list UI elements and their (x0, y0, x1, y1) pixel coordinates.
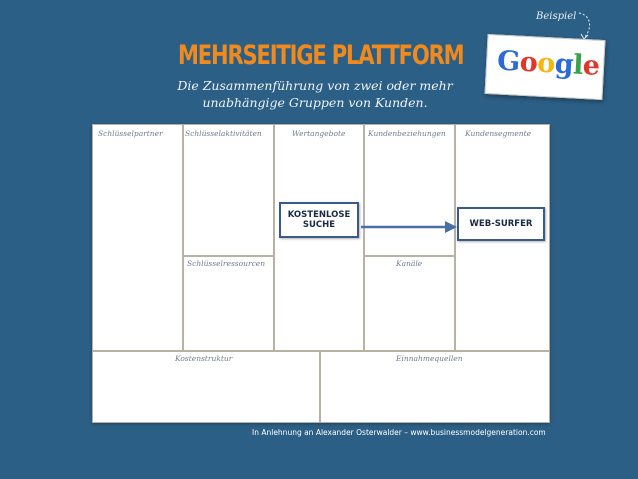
divider (363, 125, 365, 351)
section-label-value-propositions: Wertangebote (292, 129, 346, 138)
divider (319, 351, 321, 422)
flow-arrow (361, 217, 461, 237)
section-label-key-resources: Schlüsselressourcen (187, 259, 266, 268)
divider (182, 255, 275, 257)
logo-letter: e (582, 50, 601, 82)
note-free-search: KOSTENLOSE SUCHE (279, 202, 359, 238)
section-label-customer-segments: Kundensegmente (465, 129, 532, 138)
divider (363, 255, 456, 257)
logo-letter: g (553, 48, 574, 81)
note-web-surfer: WEB-SURFER (457, 207, 545, 241)
google-logo (485, 34, 606, 100)
section-label-revenue-streams: Einnahmequellen (396, 354, 463, 363)
logo-letter: o (536, 47, 556, 80)
logo-letter: G (496, 45, 521, 78)
section-label-channels: Kanäle (396, 259, 423, 268)
logo-letter: o (518, 46, 539, 79)
divider (93, 350, 549, 352)
divider (454, 125, 456, 351)
logo-letter: l (572, 49, 584, 81)
divider (182, 125, 184, 351)
page-title: MEHRSEITIGE PLATTFORM (178, 40, 464, 71)
section-label-cost-structure: Kostenstruktur (175, 354, 233, 363)
section-label-key-activities: Schlüsselaktivitäten (185, 129, 262, 138)
page-subtitle: Die Zusammenführung von zwei oder mehr unabhängige Gruppen von Kunden. (177, 78, 453, 110)
google-logo-wordmark (496, 46, 600, 82)
section-label-key-partners: Schlüsselpartner (98, 129, 163, 138)
example-tag: Beispiel (536, 11, 577, 22)
business-model-canvas (92, 124, 550, 423)
divider (273, 125, 275, 351)
attribution-footer: In Anlehnung an Alexander Osterwalder – www.businessmodelgeneration.com (252, 428, 546, 437)
section-label-customer-relationships: Kundenbeziehungen (368, 129, 446, 138)
